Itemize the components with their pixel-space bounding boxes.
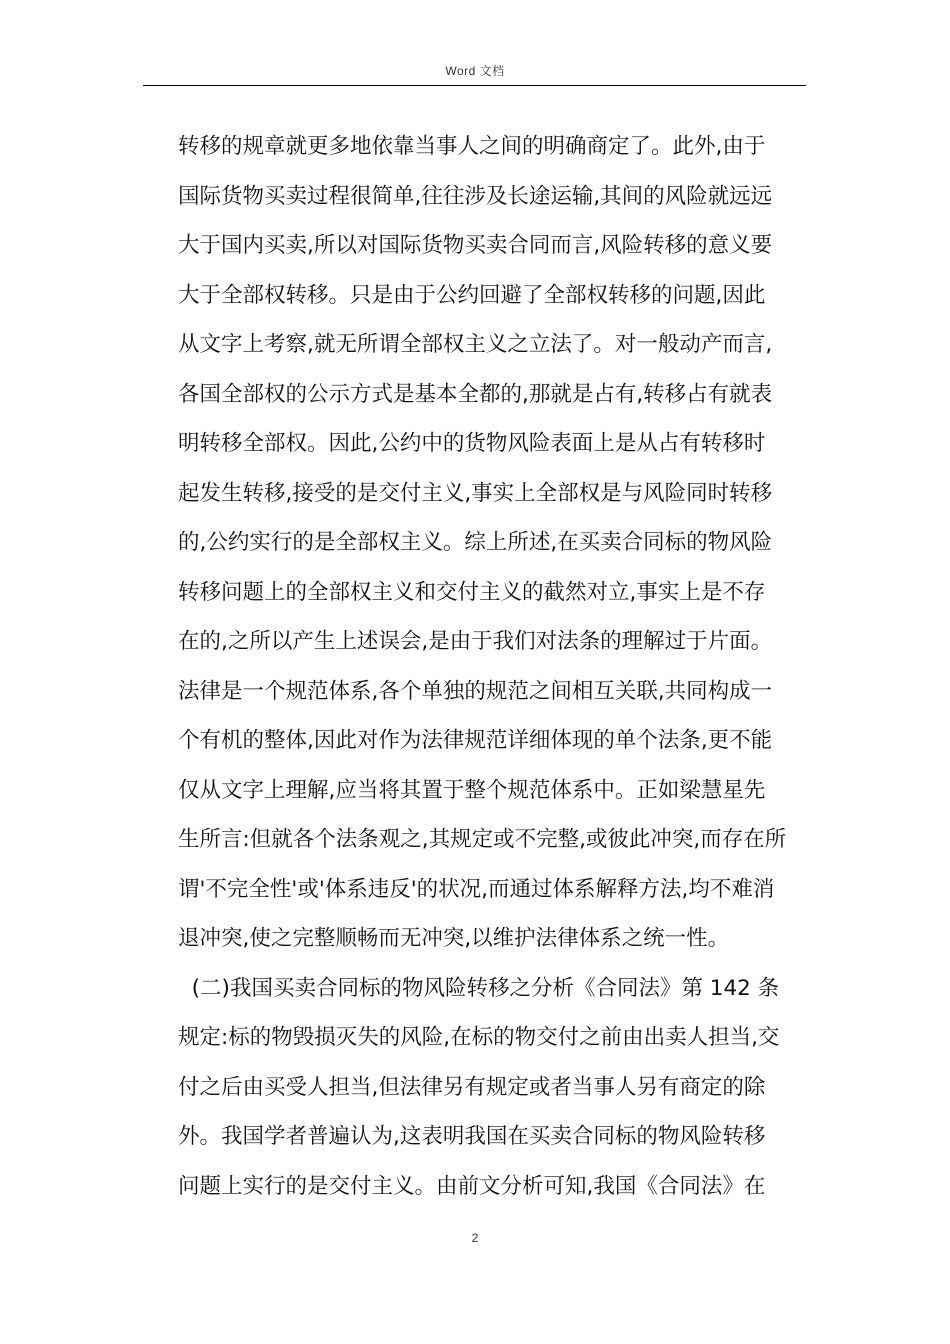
text-line: 国际货物买卖过程很简单,往往涉及长途运输,其间的风险就远远 xyxy=(178,183,773,209)
text-line: 在的,之所以产生上述误会,是由于我们对法条的理解过于片面。 xyxy=(178,629,773,654)
text-line: 生所言:但就各个法条观之,其规定或不完整,或彼此冲突,而存在所 xyxy=(178,827,787,852)
header-divider xyxy=(143,85,806,86)
page-number: 2 xyxy=(471,1231,479,1245)
text-line: 大于国内买卖,所以对国际货物买卖合同而言,风险转移的意义要 xyxy=(178,233,773,258)
text-line: 规定:标的物毁损灭失的风险,在标的物交付之前由出卖人担当,交 xyxy=(178,1025,780,1050)
text-line: 付之后由买受人担当,但法律另有规定或者当事人另有商定的除 xyxy=(178,1074,766,1100)
text-line: 谓'不完全性'或'体系违反'的状况,而通过体系解释方法,均不难消 xyxy=(178,876,775,902)
text-line: 仅从文字上理解,应当将其置于整个规范体系中。正如梁慧星先 xyxy=(178,777,766,803)
text-line: 明转移全部权。因此,公约中的货物风险表面上是从占有转移时 xyxy=(178,431,766,456)
text-line: 的,公约实行的是全部权主义。综上所述,在买卖合同标的物风险 xyxy=(178,530,773,555)
text-line: 转移问题上的全部权主义和交付主义的截然对立,事实上是不存 xyxy=(178,579,766,605)
text-line: 退冲突,使之完整顺畅而无冲突,以维护法律体系之统一性。 xyxy=(178,926,730,951)
document-body xyxy=(178,122,808,1211)
page-header: Word 文档 xyxy=(445,64,505,78)
text-line: 从文字上考察,就无所谓全部权主义之立法了。对一般动产而言, xyxy=(178,332,773,357)
text-line: 问题上实行的是交付主义。由前文分析可知,我国《合同法》在 xyxy=(178,1173,766,1199)
text-line: 各国全部权的公示方式是基本全都的,那就是占有,转移占有就表 xyxy=(178,381,773,407)
text-line: 大于全部权转移。只是由于公约回避了全部权转移的问题,因此 xyxy=(178,282,766,308)
text-line: 个有机的整体,因此对作为法律规范详细体现的单个法条,更不能 xyxy=(178,728,773,753)
text-line: 法律是一个规范体系,各个单独的规范之间相互关联,共同构成一 xyxy=(178,678,773,704)
section-heading-line: (二)我国买卖合同标的物风险转移之分析《合同法》第 142 条 xyxy=(178,975,780,1001)
text-line: 外。我国学者普遍认为,这表明我国在买卖合同标的物风险转移 xyxy=(178,1124,766,1149)
text-line: 起发生转移,接受的是交付主义,事实上全部权是与风险同时转移 xyxy=(178,480,773,506)
text-line: 转移的规章就更多地依靠当事人之间的明确商定了。此外,由于 xyxy=(178,134,766,159)
